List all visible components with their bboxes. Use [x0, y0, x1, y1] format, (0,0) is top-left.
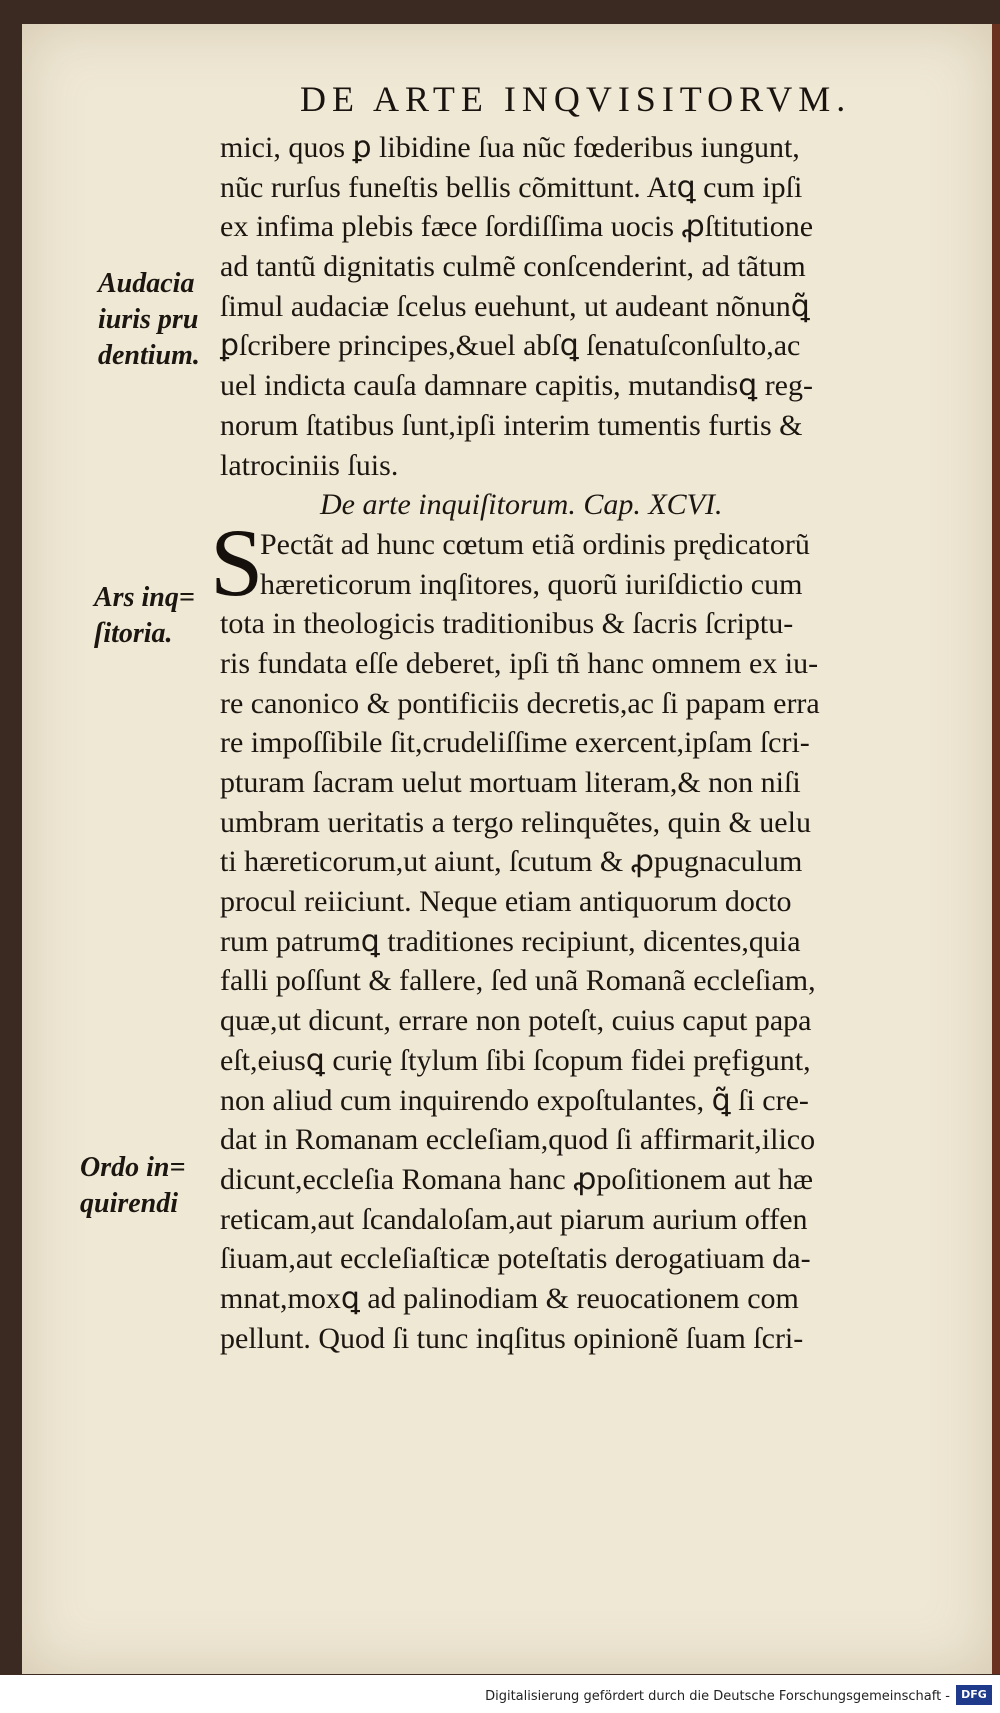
margin-note-line: Ars inq= [94, 582, 195, 613]
text-line: ad tantũ dignitatis culmẽ conſcenderint, ad tãtum [220, 250, 806, 284]
text-line: reticam,aut ſcandaloſam,aut piarum aurium offen [220, 1202, 808, 1236]
text-line: ſimul audaciæ ſcelus euehunt, ut audeant nõnunꝗ̃ [220, 289, 810, 323]
margin-note-line: iuris pru [98, 304, 199, 335]
margin-note-line: Ordo in= [80, 1152, 186, 1183]
dfg-logo: DFG [956, 1685, 992, 1705]
text-line: quæ,ut dicunt, errare non poteſt, cuius caput papa [220, 1004, 812, 1038]
text-line-content: Pectãt ad hunc cœtum etiã ordinis prędicatorũ [260, 527, 810, 561]
text-line: pturam ſacram uelut mortuam literam,& non niſi [220, 766, 801, 799]
margin-note-line: dentium. [98, 340, 200, 371]
page-edge [992, 24, 1000, 1674]
text-line: re canonico & pontificiis decretis,ac ſi papam erra [220, 686, 820, 720]
text-line: dat in Romanam eccleſiam,quod ſi affirmarit,ilico [220, 1123, 816, 1157]
margin-note-line: Audacia [98, 268, 195, 299]
running-header: DE ARTE INQVISITORVM. [300, 79, 852, 119]
text-line: re impoſſibile ſit,crudeliſſime exercent,ipſam ſcri- [220, 726, 810, 760]
text-line: ex infima plebis fæce ſordiſſima uocis ꝓſtitutione [220, 210, 814, 244]
drop-cap: S [210, 508, 264, 616]
text-line: eſt,eiusꝗ curię ſtylum ſibi ſcopum fidei pręfigunt, [220, 1043, 811, 1077]
text-line: pellunt. Quod ſi tunc inqſitus opinionẽ ſuam ſcri- [220, 1321, 804, 1355]
text-line: ti hæreticorum,ut aiunt, ſcutum & ꝓpugnaculum [220, 845, 803, 879]
margin-note-line: quirendi [80, 1188, 179, 1219]
footer-bar [0, 1675, 1000, 1713]
margin-note-audacia [98, 266, 200, 374]
chapter-heading: De arte inquiſitorum. Cap. XCVI. [320, 488, 723, 522]
text-line: dicunt,eccleſia Romana hanc ꝓpoſitionem aut hæ [220, 1162, 814, 1196]
text-line: mnat,moxꝗ ad palinodiam & reuocationem com [220, 1281, 799, 1315]
text-line: ꝑſcribere principes,&uel abſꝗ ſenatuſconſulto,ac [220, 329, 801, 363]
margin-note-line: ſitoria. [94, 618, 173, 649]
text-line: hæreticorum inqſitores, quorũ iuriſdictio cum [260, 567, 803, 601]
main-text-block [210, 128, 980, 1358]
text-line: mici, quos ꝑ libidine ſua nũc fœderibus iungunt, [220, 131, 800, 164]
text-line: rum patrumꝗ traditiones recipiunt, dicentes,quia [220, 924, 801, 958]
text-line: latrociniis ſuis. [220, 448, 399, 482]
text-line: non aliud cum inquirendo expoſtulantes, ꝗ̃ ſi cre- [220, 1083, 809, 1117]
text-line: nũc rurſus funeſtis bellis cõmittunt. Atꝗ cum ipſi [220, 170, 803, 204]
footer-credit: Digitalisierung gefördert durch die Deutsche Forschungsgemeinschaft - [485, 1689, 950, 1704]
margin-note-ars [94, 580, 195, 652]
text-line: ſiuam,aut eccleſiaſticæ poteſtatis derogatiuam da- [220, 1242, 811, 1276]
text-line: tota in theologicis traditionibus & ſacris ſcriptu- [220, 607, 794, 641]
text-line: uel indicta cauſa damnare capitis, mutandisꝗ reg- [220, 369, 813, 403]
text-line: norum ſtatibus ſunt,ipſi interim tumentis furtis & [220, 408, 803, 442]
margin-note-ordo [80, 1150, 185, 1222]
text-line: falli poſſunt & fallere, ſed unã Romanã eccleſiam, [220, 964, 816, 998]
text-line: procul reiiciunt. Neque etiam antiquorum docto [220, 885, 792, 919]
text-line: umbram ueritatis a tergo relinquẽtes, quin & uelu [220, 805, 811, 839]
text-line: ris fundata eſſe deberet, ipſi tñ hanc omnem ex iu- [220, 646, 819, 680]
